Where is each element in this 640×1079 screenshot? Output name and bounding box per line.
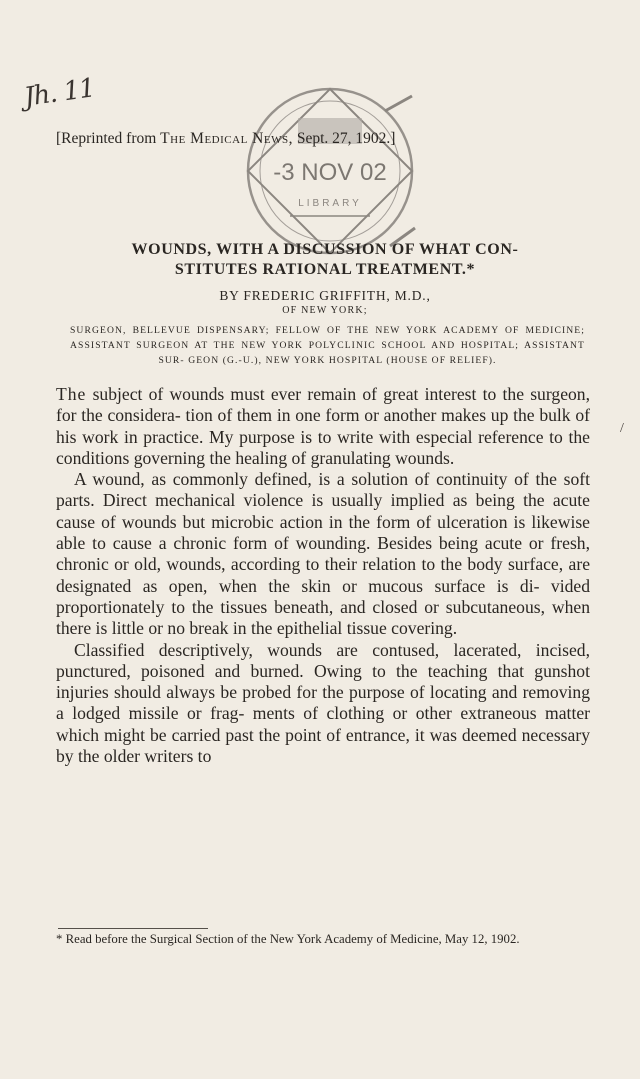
reprint-source: The Medical News, [160,130,293,147]
footnote-rule [58,928,208,929]
title-line-1: WOUNDS, WITH A DISCUSSION OF WHAT CON- [131,241,519,258]
footnote: * Read before the Surgical Section of the New York Academy of Medicine, May 12, 1902. [56,932,520,946]
article-title [60,240,590,280]
paragraph-lead: The [56,384,87,404]
paragraph-2: A wound, as commonly defined, is a solution of continuity of the soft parts. Direct mechanical violence is usually implied as being the acute cause of wounds but microbic action in the form of ulceration is likewise able to cause a chronic form of wounding. Besides being acute or fresh, chronic or old, wounds, according to their relation to the body surface, are designated as open, when the skin or mucous surface is di- vided proportionately to the tissues beneath, and closed or subcutaneous, when there is little or no break in the epithelial tissue covering. [56,469,590,639]
paragraph-1-text: subject of wounds must ever remain of great interest to the surgeon, for the considera- tion of them in one form or another makes up the bulk of his work in practice. My purpose is to write with especial reference to the conditions governing the healing of granulating wounds. [56,384,590,468]
reprint-notice [56,130,496,148]
author-byline: BY FREDERIC GRIFFITH, M.D., [219,288,431,303]
title-line-2: STITUTES RATIONAL TREATMENT.* [174,261,476,278]
reprint-prefix: [Reprinted from [56,130,161,147]
article-body [56,384,590,767]
paragraph-3: Classified descriptively, wounds are contused, lacerated, incised, punctured, poisoned and burned. Owing to the teaching that gunshot injuries should always be probed for the purpose of locating and removing a lodged missile or frag- ments of clothing or other extraneous matter which might be carried past the point of entrance, it was deemed necessary by the older writers to [56,639,590,767]
reprint-date: Sept. 27, 1902.] [292,130,396,147]
author-affiliation: SURGEON, BELLEVUE DISPENSARY; FELLOW OF THE NEW YORK ACADEMY OF MEDICINE; ASSISTANT SURGEON AT THE NEW YORK POLYCLINIC SCHOOL AND HOSPITAL; ASSISTANT SUR- GEON (G.-U.), NEW YORK HOSPITAL (HOUSE OF RELIEF). [70,325,585,366]
stamp-inner: LIBRARY [298,198,362,209]
paragraph-1 [56,384,590,469]
handwritten-note: Jh. 11 [22,73,97,113]
stamp-date: -3 NOV 02 [273,159,387,186]
author-location: OF NEW YORK; [282,305,368,316]
margin-mark: / [620,421,624,436]
